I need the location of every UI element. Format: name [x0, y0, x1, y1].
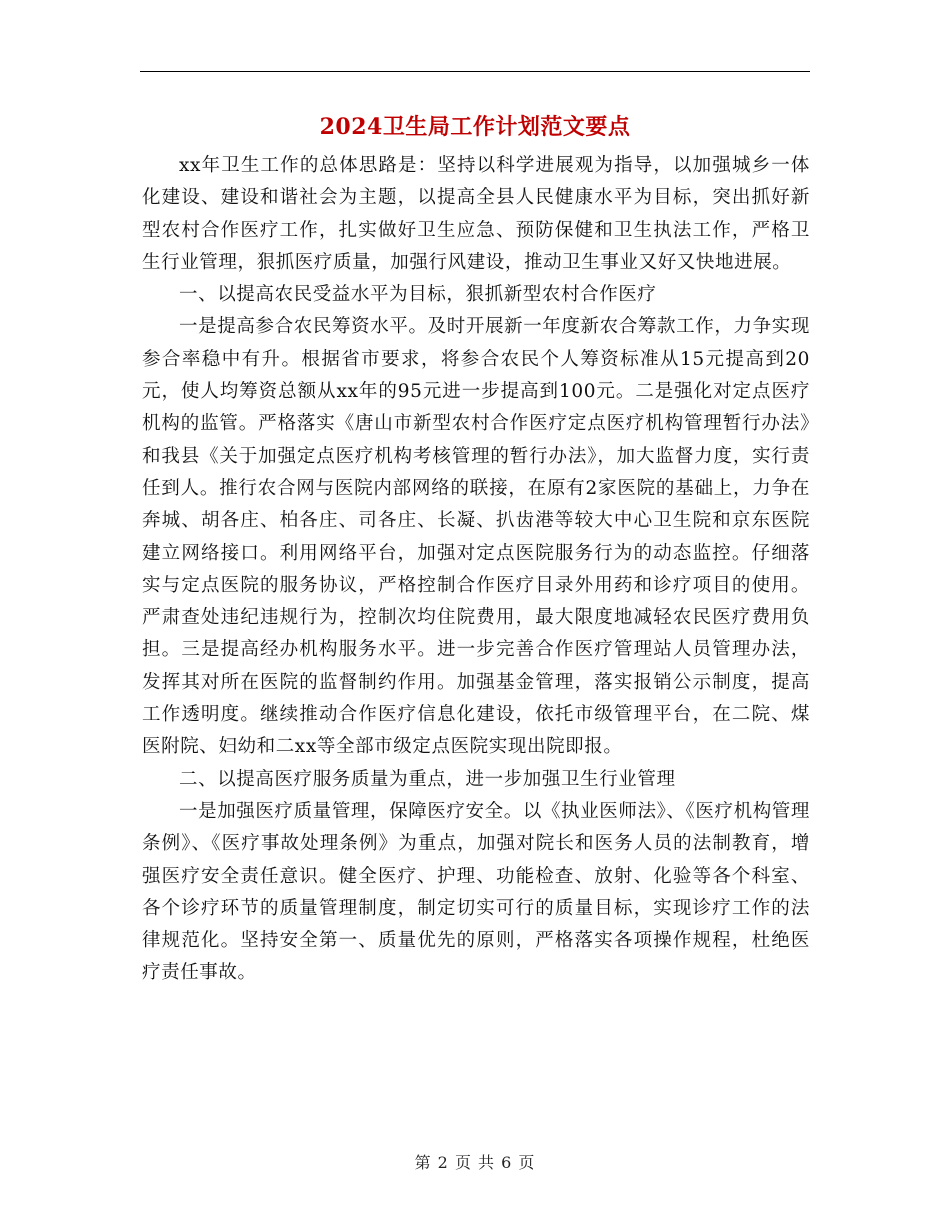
- page-number-footer: 第 2 页 共 6 页: [414, 1153, 536, 1172]
- section-heading-1: 一、以提高农民受益水平为目标，狠抓新型农村合作医疗: [179, 284, 657, 306]
- section-heading-2: 二、以提高医疗服务质量为重点，进一步加强卫生行业管理: [179, 768, 676, 790]
- page-title: 2024卫生局工作计划范文要点: [319, 114, 631, 140]
- document-body: [142, 150, 810, 990]
- paragraph-section-2: 一是加强医疗质量管理，保障医疗安全。以《执业医师法》、《医疗机构管理条例》、《医疗事故处理条例》为重点，加强对院长和医务人员的法制教育，增强医疗安全责任意识。健全医疗、护理、功能检查、放射、化验等各个科室、各个诊疗环节的质量管理制度，制定切实可行的质量目标，实现诊疗工作的法律规范化。坚持安全第一、质量优先的原则，严格落实各项操作规程，杜绝医疗责任事故。: [142, 800, 810, 984]
- paragraph-intro: xx年卫生工作的总体思路是：坚持以科学进展观为指导，以加强城乡一体化建设、建设和谐社会为主题，以提高全县人民健康水平为目标，突出抓好新型农村合作医疗工作，扎实做好卫生应急、预防保健和卫生执法工作，严格卫生行业管理，狠抓医疗质量，加强行风建设，推动卫生事业又好又快地进展。: [142, 155, 810, 273]
- paragraph-section-1: 一是提高参合农民筹资水平。及时开展新一年度新农合筹款工作，力争实现参合率稳中有升。根据省市要求，将参合农民个人筹资标准从15元提高到20元，使人均筹资总额从xx年的95元进一步提高到100元。二是强化对定点医疗机构的监管。严格落实《唐山市新型农村合作医疗定点医疗机构管理暂行办法》和我县《关于加强定点医疗机构考核管理的暂行办法》，加大监督力度，实行责任到人。推行农合网与医院内部网络的联接，在原有2家医院的基础上，力争在奔城、胡各庄、柏各庄、司各庄、长凝、扒齿港等较大中心卫生院和京东医院建立网络接口。利用网络平台，加强对定点医院服务行为的动态监控。仔细落实与定点医院的服务协议，严格控制合作医疗目录外用药和诊疗项目的使用。严肃查处违纪违规行为，控制次均住院费用，最大限度地减轻农民医疗费用负担。三是提高经办机构服务水平。进一步完善合作医疗管理站人员管理办法，发挥其对所在医院的监督制约作用。加强基金管理，落实报销公示制度，提高工作透明度。继续推动合作医疗信息化建设，依托市级管理平台，在二院、煤医附院、妇幼和二xx等全部市级定点医院实现出院即报。: [142, 316, 810, 758]
- header-rule: [140, 71, 810, 72]
